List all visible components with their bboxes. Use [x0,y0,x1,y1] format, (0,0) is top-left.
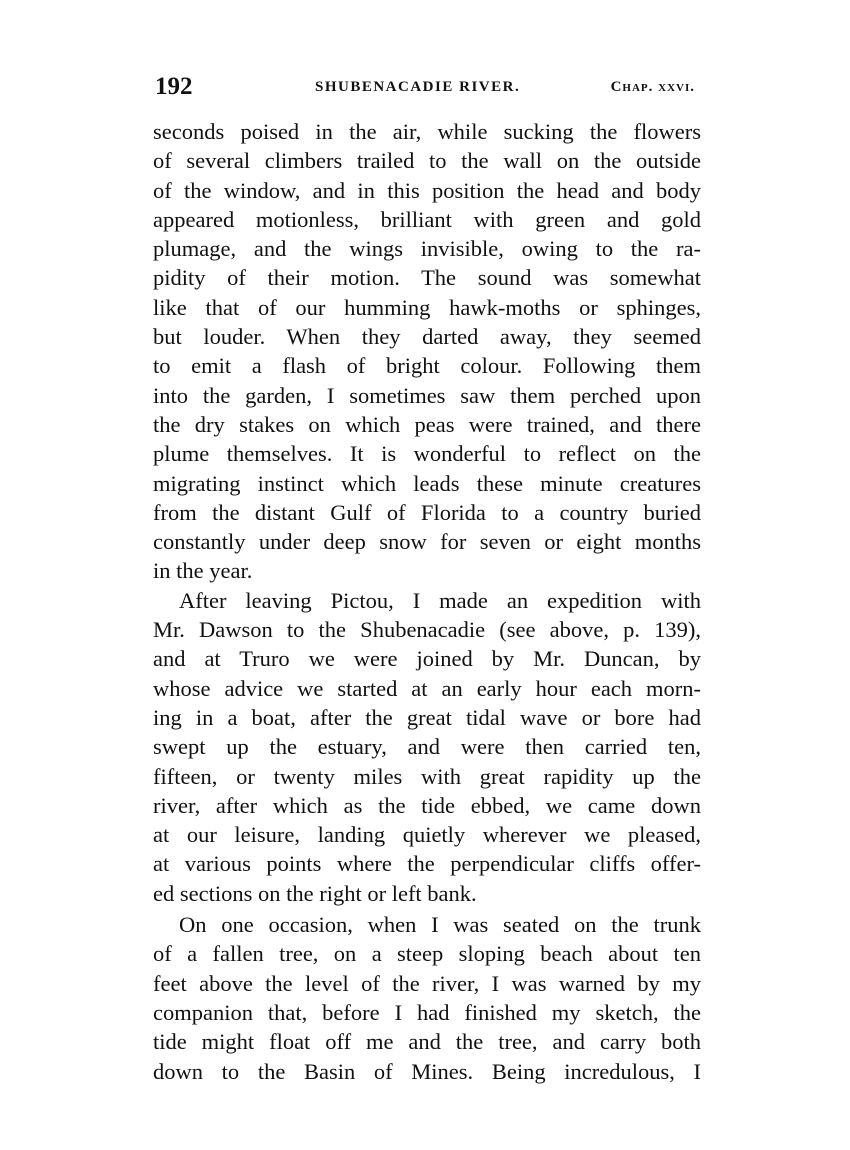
text-line: in the year. [153,558,253,584]
paragraph-start-line: After leaving Pictou, I made an expedition with [179,587,701,613]
text-line: Mr. Dawson to the Shubenacadie (see above, p. 139), [153,617,701,643]
text-line: down to the Basin of Mines. Being incredulous, I [153,1058,701,1084]
text-line: seconds poised in the air, while sucking the flowers [153,119,701,144]
text-line: into the garden, I sometimes saw them perched upon [153,382,701,408]
page-number: 192 [155,73,193,100]
text-line: whose advice we started at an early hour each morn- [153,675,701,701]
text-line: plumage, and the wings invisible, owing to the ra- [153,236,701,262]
text-line: of a fallen tree, on a steep sloping beach about ten [153,941,701,967]
text-line: plume themselves. It is wonderful to reflect on the [153,441,701,467]
running-head [155,72,695,102]
text-line: tide might float off me and the tree, and carry both [153,1029,701,1055]
text-line: of several climbers trailed to the wall on the outside [153,148,701,174]
text-line: migrating instinct which leads these minute creatures [153,470,701,496]
paragraph-start-line: On one occasion, when I was seated on the trunk [179,912,701,938]
body-text [153,117,701,1086]
text-line: at various points where the perpendicular cliffs offer- [153,851,701,877]
text-line: swept up the estuary, and were then carried ten, [153,734,701,760]
text-line: ed sections on the right or left bank. [153,880,477,906]
text-line: at our leisure, landing quietly wherever we pleased, [153,822,701,848]
text-line: of the window, and in this position the head and body [153,177,701,203]
text-line: constantly under deep snow for seven or eight months [153,529,701,555]
text-line: the dry stakes on which peas were trained, and there [153,411,701,437]
text-line: pidity of their motion. The sound was somewhat [153,265,701,291]
chapter-title: SHUBENACADIE RIVER. [315,79,521,95]
text-line: companion that, before I had finished my sketch, the [153,999,701,1025]
text-line: to emit a flash of bright colour. Following them [153,353,701,379]
text-line: fifteen, or twenty miles with great rapidity up the [153,763,701,789]
chapter-number: Chap. xxvi. [610,79,695,95]
text-line: ing in a boat, after the great tidal wave or bore had [153,704,701,730]
text-line: feet above the level of the river, I was warned by my [153,970,701,996]
text-line: river, after which as the tide ebbed, we came down [153,792,701,818]
text-line: appeared motionless, brilliant with green and gold [153,206,701,232]
text-line: from the distant Gulf of Florida to a country buried [153,499,701,525]
text-line: but louder. When they darted away, they seemed [153,324,701,350]
text-line: like that of our humming hawk-moths or sphinges, [153,294,701,320]
text-line: and at Truro we were joined by Mr. Duncan, by [153,646,701,672]
